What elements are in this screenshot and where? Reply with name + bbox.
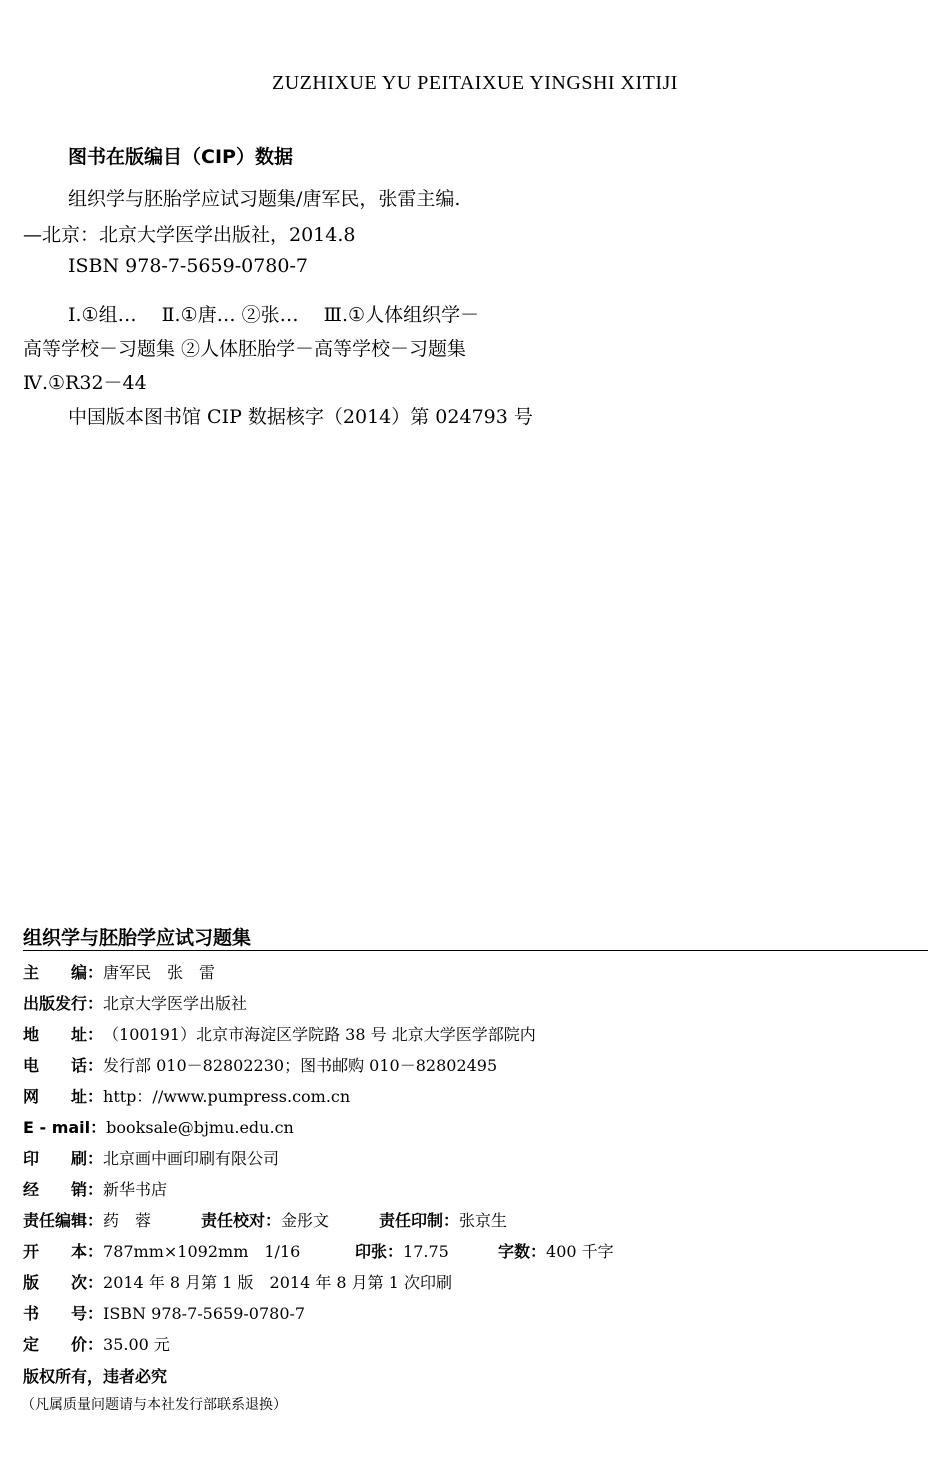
value-responsible-editor: 药 蓉 [103,1211,152,1230]
row-website [23,1084,350,1108]
row-phone [23,1053,497,1077]
label-proofreader: 责任校对： [201,1211,282,1230]
row-address [23,1022,536,1046]
cip-line-clc-number: Ⅳ.①R32－44 [23,372,147,394]
pinyin-title: ZUZHIXUE YU PEITAIXUE YINGSHI XITIJI [272,72,678,94]
value: 北京画中画印刷有限公司 [103,1149,280,1168]
return-policy-note: （凡属质量问题请与本社发行部联系退换） [21,1397,287,1413]
value-proofreader: 金彤文 [281,1211,330,1230]
cip-line-classification: Ⅰ.①组… Ⅱ.①唐… ②张… Ⅲ.①人体组织学－ [68,304,480,326]
label-print-supervisor: 责任印制： [379,1211,460,1230]
value-print-supervisor: 张京生 [459,1211,508,1230]
value-word-count: 400 千字 [546,1242,614,1261]
value-format: 787mm×1092mm 1/16 [103,1242,301,1261]
value: 北京大学医学出版社 [103,994,248,1013]
publication-title: 组织学与胚胎学应试习题集 [23,927,252,949]
label-format: 开 本： [23,1242,104,1261]
label: 出版发行： [23,994,104,1013]
value: 35.00 元 [103,1335,170,1354]
row-edition [23,1270,452,1294]
value: （100191）北京市海淀区学院路 38 号 北京大学医学部院内 [103,1025,536,1044]
row-distributor [23,1177,167,1201]
cip-heading: 图书在版编目（CIP）数据 [68,146,293,168]
row-price [23,1332,170,1356]
cip-line-title: 组织学与胚胎学应试习题集/唐军民，张雷主编. [68,188,461,210]
row-printer [23,1146,279,1170]
row-email [23,1115,294,1139]
row-responsible-staff [23,1208,507,1232]
title-divider [23,950,928,951]
row-chief-editor [23,960,215,984]
label-responsible-editor: 责任编辑： [23,1211,104,1230]
value: ISBN 978-7-5659-0780-7 [103,1304,306,1323]
value: http：//www.pumpress.com.cn [103,1087,351,1106]
cip-line-cip-number: 中国版本图书馆 CIP 数据核字（2014）第 024793 号 [68,406,533,428]
label: E - mail： [23,1118,107,1137]
label: 地 址： [23,1025,104,1044]
label-sheets: 印张： [355,1242,404,1261]
label-word-count: 字数： [498,1242,547,1261]
row-publisher [23,991,247,1015]
copyright-notice: 版权所有，违者必究 [23,1367,168,1386]
label: 定 价： [23,1335,104,1354]
label: 印 刷： [23,1149,104,1168]
label: 书 号： [23,1304,104,1323]
value: 2014 年 8 月第 1 版 2014 年 8 月第 1 次印刷 [103,1273,453,1292]
value: 新华书店 [103,1180,168,1199]
label: 版 次： [23,1273,104,1292]
label: 网 址： [23,1087,104,1106]
value: booksale@bjmu.edu.cn [106,1118,294,1137]
row-isbn [23,1301,305,1325]
value: 发行部 010－82802230；图书邮购 010－82802495 [103,1056,498,1075]
cip-line-publisher: —北京：北京大学医学出版社，2014.8 [23,224,356,246]
label: 经 销： [23,1180,104,1199]
label: 电 话： [23,1056,104,1075]
value: 唐军民 张 雷 [103,963,216,982]
row-format [23,1239,614,1263]
label: 主 编： [23,963,104,982]
cip-line-isbn: ISBN 978-7-5659-0780-7 [68,255,308,277]
value-sheets: 17.75 [403,1242,449,1261]
cip-line-classification-cont: 高等学校－习题集 ②人体胚胎学－高等学校－习题集 [23,338,467,360]
